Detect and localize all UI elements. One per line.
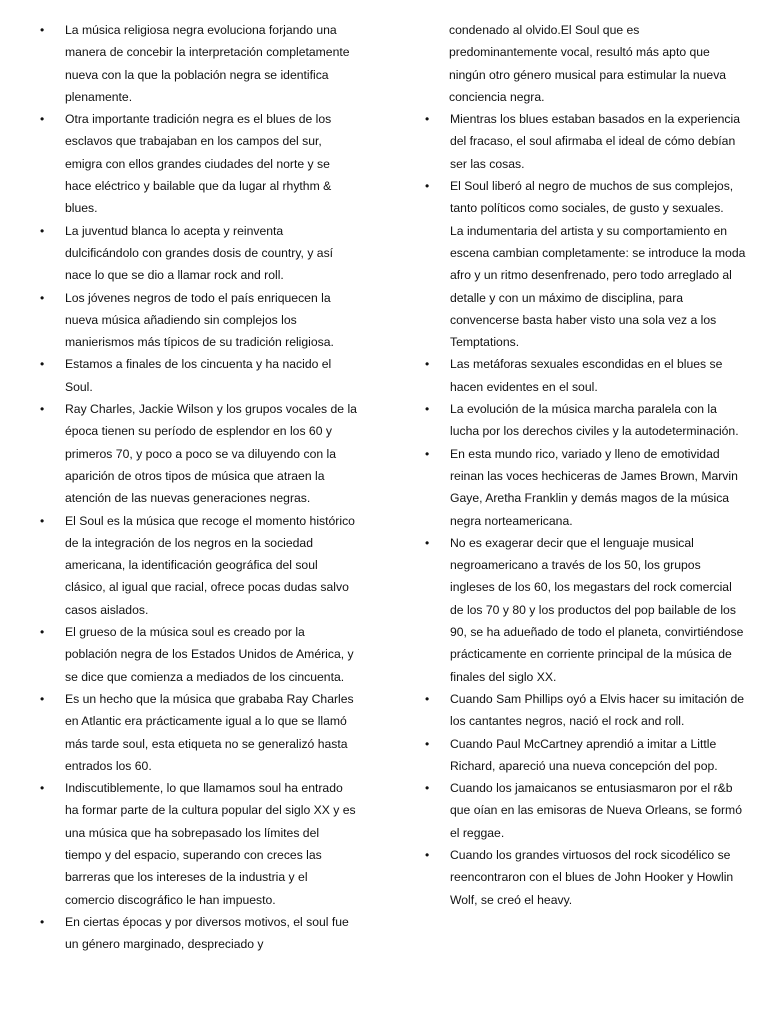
list-item-text: En ciertas épocas y por diversos motivos, el soul fue un género marginado, despreciado y bbox=[65, 914, 349, 952]
bullet-icon: • bbox=[40, 625, 45, 640]
list-item bbox=[425, 844, 747, 911]
bullet-icon: • bbox=[425, 402, 430, 417]
list-item bbox=[40, 353, 358, 398]
list-item bbox=[425, 733, 747, 778]
bullet-icon: • bbox=[40, 223, 45, 238]
list-item bbox=[40, 911, 358, 956]
left-column bbox=[40, 19, 358, 955]
list-item-text: El grueso de la música soul es creado por la población negra de los Estados Unidos de América, y se dice que comienza a mediados de los cincuenta. bbox=[65, 625, 354, 684]
list-item-text: Mientras los blues estaban basados en la experiencia del fracaso, el soul afirmaba el ideal de cómo debían ser las cosas. bbox=[450, 112, 740, 171]
bullet-icon: • bbox=[425, 179, 430, 194]
list-item-text: En esta mundo rico, variado y lleno de emotividad reinan las voces hechiceras de James Brown, Marvin Gaye, Aretha Franklin y demás magos de la música negra norteamericana. bbox=[450, 446, 738, 528]
list-item-text: Estamos a finales de los cincuenta y ha nacido el Soul. bbox=[65, 357, 332, 394]
bullet-icon: • bbox=[40, 781, 45, 796]
list-item-text: El Soul liberó al negro de muchos de sus complejos, tanto políticos como sociales, de gusto y sexuales. bbox=[450, 179, 734, 216]
list-item bbox=[425, 443, 747, 532]
bullet-icon: • bbox=[425, 847, 430, 862]
list-item bbox=[40, 510, 358, 621]
bullet-icon: • bbox=[425, 781, 430, 796]
right-column bbox=[425, 19, 747, 911]
bullet-icon: • bbox=[425, 357, 430, 372]
list-item bbox=[425, 532, 747, 688]
list-item bbox=[425, 175, 747, 353]
bullet-icon: • bbox=[40, 112, 45, 127]
bullet-icon: • bbox=[40, 357, 45, 372]
list-item bbox=[40, 777, 358, 911]
list-item-text: Otra importante tradición negra es el blues de los esclavos que trabajaban en los campos del sur, emigra con ellos grandes ciudades del norte y se hace eléctrico y bailable que da lugar al rhythm & blues. bbox=[65, 112, 332, 216]
bullet-icon: • bbox=[40, 23, 45, 37]
list-item-text: Las metáforas sexuales escondidas en el blues se hacen evidentes en el soul. bbox=[450, 357, 723, 394]
continued-item-text: condenado al olvido.El Soul que es predominantemente vocal, resultó más apto que ningún otro género musical para estimular la nueva conciencia negra. bbox=[449, 23, 727, 104]
bullet-icon: • bbox=[40, 914, 45, 929]
bullet-icon: • bbox=[40, 402, 45, 417]
list-item-text: La música religiosa negra evoluciona forjando una manera de concebir la interpretación completamente nueva con la que la población negra se identifica plenamente. bbox=[65, 23, 350, 104]
bullet-icon: • bbox=[40, 290, 45, 305]
bullet-icon: • bbox=[40, 513, 45, 528]
list-item bbox=[40, 220, 358, 287]
bullet-icon: • bbox=[425, 535, 430, 550]
bullet-icon: • bbox=[425, 112, 430, 127]
list-item bbox=[40, 398, 358, 509]
list-item-text: Cuando los jamaicanos se entusiasmaron por el r&b que oían en las emisoras de Nueva Orleans, se formó el reggae. bbox=[450, 781, 742, 840]
list-item-text: La juventud blanca lo acepta y reinventa dulcificándolo con grandes dosis de country, y así nace lo que se dio a llamar rock and roll. bbox=[65, 223, 334, 283]
list-item-text: La evolución de la música marcha paralela con la lucha por los derechos civiles y la autodeterminación. bbox=[450, 402, 739, 439]
list-item bbox=[425, 353, 747, 398]
list-item-text: Cuando Paul McCartney aprendió a imitar a Little Richard, apareció una nueva concepción del pop. bbox=[450, 736, 718, 773]
list-item-paragraph: La indumentaria del artista y su comportamiento en escena cambian completamente: se introduce la moda afro y un ritmo desenfrenado, pero todo arreglado al detalle y con un máximo de disciplina, para convencerse basta haber visto una sola vez a los Temptations. bbox=[450, 223, 746, 350]
list-item-text: No es exagerar decir que el lenguaje musical negroamericano a través de los 50, los grupos ingleses de los 60, los megastars del rock comercial de los 70 y 80 y los productos del pop bailable de los 90, se ha adueñado de todo el planeta, convirtiéndose prácticamente en corriente principal de la música de finales del siglo XX. bbox=[450, 535, 744, 684]
list-item-text: Cuando los grandes virtuosos del rock sicodélico se reencontraron con el blues de John Hooker y Howlin Wolf, se creó el heavy. bbox=[450, 847, 734, 907]
list-item bbox=[40, 287, 358, 354]
bullet-icon: • bbox=[425, 691, 430, 706]
list-item-text: Ray Charles, Jackie Wilson y los grupos vocales de la época tienen su período de esplendor en los 60 y primeros 70, y poco a poco se va diluyendo con la aparición de otros tipos de música que atraen la atención de las nuevas generaciones negras. bbox=[65, 402, 357, 506]
list-item bbox=[40, 688, 358, 777]
bullet-icon: • bbox=[425, 446, 430, 461]
bullet-icon: • bbox=[40, 691, 45, 706]
list-item-text: Cuando Sam Phillips oyó a Elvis hacer su imitación de los cantantes negros, nació el rock and roll. bbox=[450, 691, 744, 729]
list-item bbox=[40, 19, 358, 108]
bullet-icon: • bbox=[425, 736, 430, 751]
list-item bbox=[425, 777, 747, 844]
list-item bbox=[40, 108, 358, 219]
list-item-text: Los jóvenes negros de todo el país enriquecen la nueva música añadiendo sin complejos los manierismos más típicos de su tradición religiosa. bbox=[65, 290, 334, 350]
list-item-text: Es un hecho que la música que grababa Ray Charles en Atlantic era prácticamente igual a lo que se llamó más tarde soul, esta etiqueta no se generalizó hasta entrados los 60. bbox=[65, 691, 354, 773]
list-item-text: Indiscutiblemente, lo que llamamos soul ha entrado ha formar parte de la cultura popular del siglo XX y es una música que ha sobrepasado los límites del tiempo y del espacio, superando con creces las barreras que los intereses de la industria y el comercio discográfico le han impuesto. bbox=[65, 781, 356, 907]
list-item-text: El Soul es la música que recoge el momento histórico de la integración de los negros en la sociedad americana, la identificación geográfica del soul clásico, al igual que racial, ofrece pocas dudas salvo casos aislados. bbox=[65, 513, 355, 617]
list-item bbox=[425, 108, 747, 175]
list-item bbox=[40, 621, 358, 688]
list-item bbox=[425, 398, 747, 443]
list-item bbox=[425, 688, 747, 733]
